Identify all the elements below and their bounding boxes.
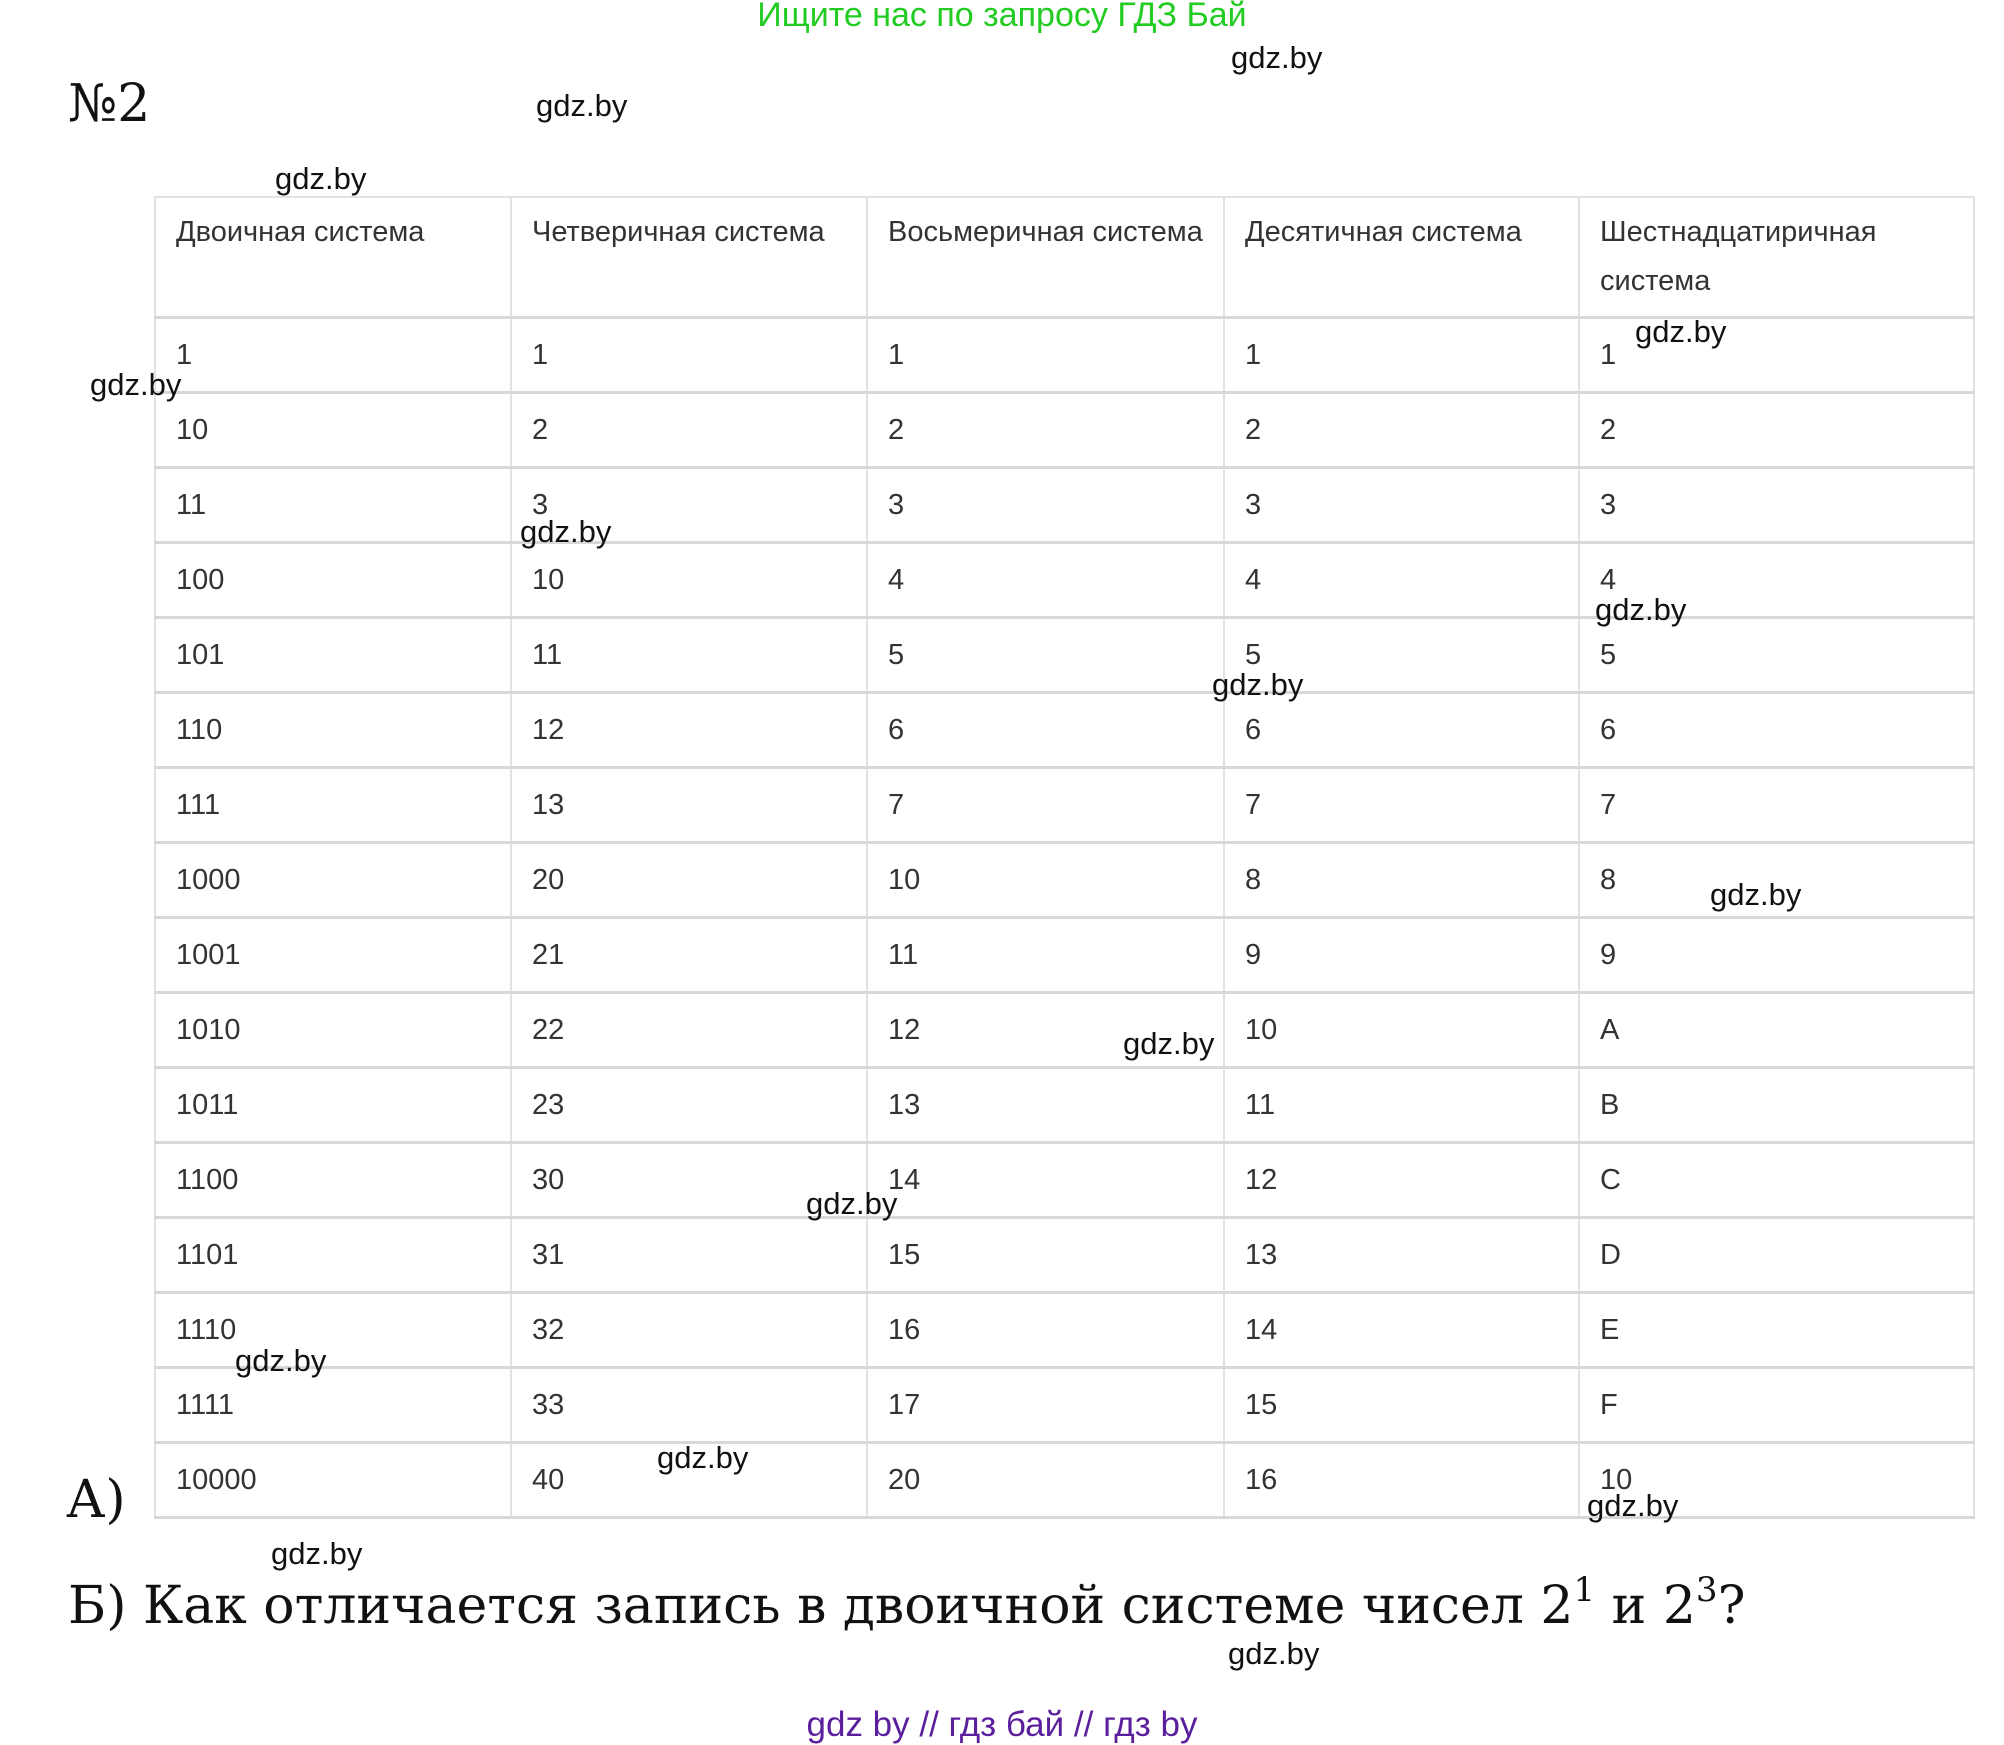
table-cell: 8 (1224, 843, 1579, 918)
table-cell: 20 (511, 843, 867, 918)
table-cell: 14 (867, 1143, 1224, 1218)
table-cell: 9 (1224, 918, 1579, 993)
table-cell: 5 (1224, 618, 1579, 693)
table-row (155, 1293, 1974, 1368)
part-b-question (68, 1570, 1746, 1636)
watermark: gdz.by (657, 1440, 749, 1475)
table-cell: 2 (1579, 393, 1974, 468)
table-cell: 6 (1224, 693, 1579, 768)
table-cell: 2 (511, 393, 867, 468)
table-cell: 16 (867, 1293, 1224, 1368)
column-header: Четверичная система (511, 197, 867, 318)
table-cell: D (1579, 1218, 1974, 1293)
watermark: gdz.by (275, 161, 367, 196)
table-cell: 1 (1579, 318, 1974, 393)
table-cell: 22 (511, 993, 867, 1068)
watermark: gdz.by (1231, 40, 1323, 75)
watermark: gdz.by (1595, 592, 1687, 627)
table-cell: 30 (511, 1143, 867, 1218)
table-cell: 1000 (155, 843, 511, 918)
table-row (155, 543, 1974, 618)
table-cell: 13 (867, 1068, 1224, 1143)
table-cell: 6 (867, 693, 1224, 768)
exponent: 1 (1573, 1570, 1596, 1610)
table-cell: 13 (1224, 1218, 1579, 1293)
watermark: gdz.by (271, 1536, 363, 1571)
table-cell: 10 (867, 843, 1224, 918)
table-cell: 17 (867, 1368, 1224, 1443)
table-cell: F (1579, 1368, 1974, 1443)
table-cell: 6 (1579, 693, 1974, 768)
table-cell: 3 (1224, 468, 1579, 543)
table-cell: C (1579, 1143, 1974, 1218)
part-a-label: А) (66, 1470, 126, 1530)
table-cell: 2 (1224, 393, 1579, 468)
table-cell: 12 (511, 693, 867, 768)
table-cell: 110 (155, 693, 511, 768)
watermark: gdz.by (1228, 1636, 1320, 1671)
table-cell: 15 (867, 1218, 1224, 1293)
table-cell: 1101 (155, 1218, 511, 1293)
table-cell: B (1579, 1068, 1974, 1143)
column-header: Двоичная система (155, 197, 511, 318)
watermark: gdz.by (1710, 877, 1802, 912)
footer-links: gdz by // гдз бай // гдз by (806, 1705, 1198, 1744)
table-cell: 21 (511, 918, 867, 993)
table-cell: 11 (511, 618, 867, 693)
table-cell: 12 (867, 993, 1224, 1068)
table-cell: 7 (1579, 768, 1974, 843)
watermark: gdz.by (536, 88, 628, 123)
table-cell: 3 (511, 468, 867, 543)
table-cell: 8 (1579, 843, 1974, 918)
table-cell: 101 (155, 618, 511, 693)
watermark: gdz.by (1212, 667, 1304, 702)
table-cell: 10 (155, 393, 511, 468)
table-cell: 1010 (155, 993, 511, 1068)
table-cell: 7 (1224, 768, 1579, 843)
table-row (155, 618, 1974, 693)
table-row (155, 693, 1974, 768)
table-cell: 4 (1579, 543, 1974, 618)
watermark: gdz.by (520, 514, 612, 549)
table-cell: 14 (1224, 1293, 1579, 1368)
table-cell: 5 (1579, 618, 1974, 693)
table-cell: 11 (1224, 1068, 1579, 1143)
table-cell: 10 (511, 543, 867, 618)
table-row (155, 1143, 1974, 1218)
table-row (155, 468, 1974, 543)
table-cell: 1011 (155, 1068, 511, 1143)
table-cell: 1111 (155, 1368, 511, 1443)
table-row (155, 843, 1974, 918)
table-cell: 31 (511, 1218, 867, 1293)
table-cell: 111 (155, 768, 511, 843)
table-row (155, 993, 1974, 1068)
table-cell: 10000 (155, 1443, 511, 1518)
watermark: gdz.by (235, 1343, 327, 1378)
watermark: gdz.by (1587, 1488, 1679, 1523)
table-cell: 15 (1224, 1368, 1579, 1443)
number-systems-table (154, 196, 1975, 1519)
table-row (155, 1068, 1974, 1143)
watermark: gdz.by (1635, 314, 1727, 349)
table-cell: 4 (1224, 543, 1579, 618)
table-header-row (155, 197, 1974, 318)
search-banner: Ищите нас по запросу ГДЗ Бай (757, 0, 1247, 34)
table-cell: 4 (867, 543, 1224, 618)
table-cell: 1001 (155, 918, 511, 993)
table-row (155, 1368, 1974, 1443)
question-text: ? (1717, 1576, 1746, 1636)
watermark: gdz.by (90, 367, 182, 402)
table-cell: 5 (867, 618, 1224, 693)
table-cell: 9 (1579, 918, 1974, 993)
table-cell: A (1579, 993, 1974, 1068)
table-cell: 11 (867, 918, 1224, 993)
table-cell: 3 (867, 468, 1224, 543)
table-cell: 1 (155, 318, 511, 393)
question-text: Б) Как отличается запись в двоичной системе чисел 2 (68, 1576, 1574, 1636)
table-cell: 2 (867, 393, 1224, 468)
table-cell: 33 (511, 1368, 867, 1443)
table-row (155, 393, 1974, 468)
task-number: №2 (68, 74, 151, 134)
table-row (155, 1443, 1974, 1518)
table-cell: 1110 (155, 1293, 511, 1368)
column-header: Десятичная система (1224, 197, 1579, 318)
table-cell: 1 (867, 318, 1224, 393)
table-cell: 100 (155, 543, 511, 618)
table-row (155, 768, 1974, 843)
column-header: Восьмеричная система (867, 197, 1224, 318)
table-cell: 13 (511, 768, 867, 843)
table-cell: 1100 (155, 1143, 511, 1218)
column-header: Шестнадцатиричная система (1579, 197, 1974, 318)
table-cell: 1 (511, 318, 867, 393)
table-cell: 32 (511, 1293, 867, 1368)
watermark: gdz.by (1123, 1026, 1215, 1061)
table-cell: 10 (1224, 993, 1579, 1068)
watermark: gdz.by (806, 1186, 898, 1221)
exponent: 3 (1695, 1570, 1718, 1610)
table-cell: 16 (1224, 1443, 1579, 1518)
table-row (155, 1218, 1974, 1293)
table-cell: E (1579, 1293, 1974, 1368)
table-cell: 12 (1224, 1143, 1579, 1218)
table-row (155, 918, 1974, 993)
table-cell: 23 (511, 1068, 867, 1143)
table-cell: 11 (155, 468, 511, 543)
table-cell: 10 (1579, 1443, 1974, 1518)
table-cell: 20 (867, 1443, 1224, 1518)
table-cell: 40 (511, 1443, 867, 1518)
table-cell: 3 (1579, 468, 1974, 543)
question-text: и 2 (1595, 1576, 1696, 1636)
table-cell: 7 (867, 768, 1224, 843)
table-cell: 1 (1224, 318, 1579, 393)
